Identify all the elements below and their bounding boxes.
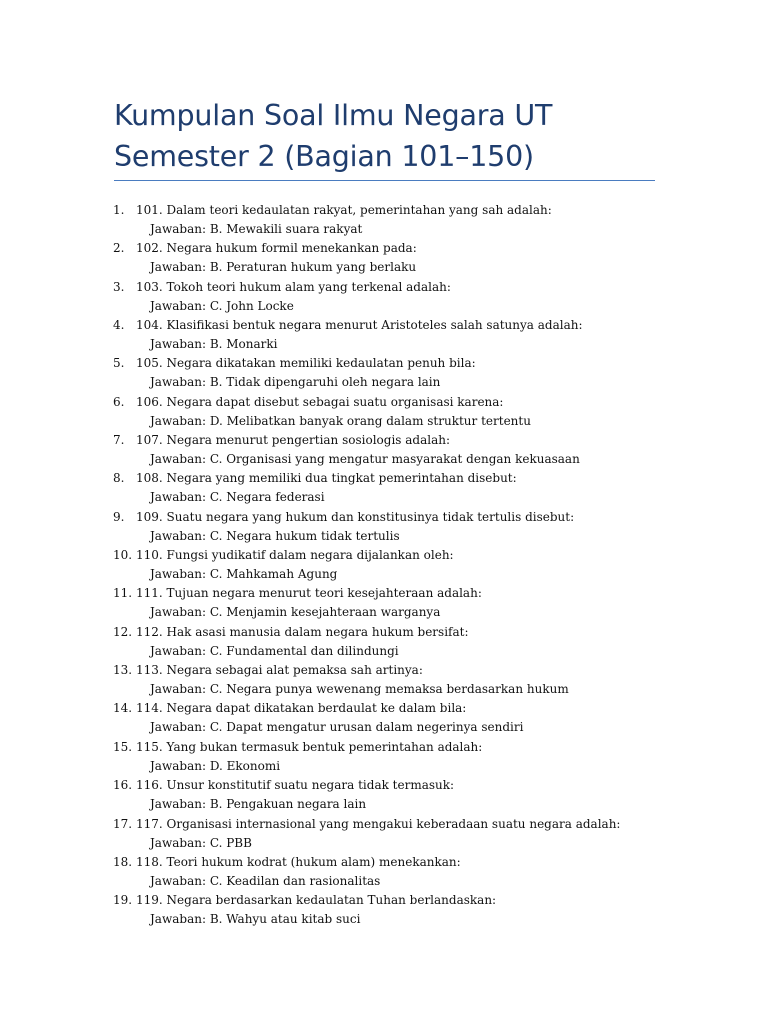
title-underline [114, 180, 655, 181]
list-item [0, 699, 768, 737]
list-item [0, 853, 768, 891]
question-text: 115. Yang bukan termasuk bentuk pemerintahan adalah: [136, 739, 483, 754]
question-text: 110. Fungsi yudikatif dalam negara dijalankan oleh: [136, 548, 454, 563]
item-number: 15. [113, 739, 133, 754]
list-item [0, 201, 768, 239]
question-text: 109. Suatu negara yang hukum dan konstitusinya tidak tertulis disebut: [136, 509, 575, 524]
question-text: 113. Negara sebagai alat pemaksa sah artinya: [136, 663, 423, 678]
list-item [0, 891, 768, 929]
question-text: 108. Negara yang memiliki dua tingkat pemerintahan disebut: [136, 471, 517, 486]
list-item [0, 623, 768, 661]
list-item [0, 661, 768, 699]
page-title: Kumpulan Soal Ilmu Negara UT Semester 2 (Bagian 101–150) [114, 99, 553, 173]
item-number: 7. [113, 433, 125, 448]
question-text: 112. Hak asasi manusia dalam negara hukum bersifat: [136, 624, 469, 639]
question-text: 117. Organisasi internasional yang mengakui keberadaan suatu negara adalah: [136, 816, 621, 831]
answer-text: Jawaban: C. Negara punya wewenang memaksa berdasarkan hukum [150, 682, 569, 697]
item-number: 5. [113, 356, 125, 371]
answer-text: Jawaban: C. Fundamental dan dilindungi [150, 643, 399, 658]
item-number: 4. [113, 318, 125, 333]
answer-text: Jawaban: C. Negara federasi [150, 490, 325, 505]
answer-text: Jawaban: D. Melibatkan banyak orang dalam struktur tertentu [150, 413, 531, 428]
list-item [0, 546, 768, 584]
item-number: 13. [113, 663, 133, 678]
item-number: 14. [113, 701, 133, 716]
question-text: 103. Tokoh teori hukum alam yang terkenal adalah: [136, 279, 451, 294]
question-text: 116. Unsur konstitutif suatu negara tidak termasuk: [136, 778, 455, 793]
answer-text: Jawaban: C. PBB [150, 835, 252, 850]
item-number: 11. [113, 586, 133, 601]
answer-text: Jawaban: B. Tidak dipengaruhi oleh negara lain [150, 375, 441, 390]
item-number: 16. [113, 778, 133, 793]
answer-text: Jawaban: B. Mewakili suara rakyat [150, 222, 363, 236]
answer-text: Jawaban: B. Pengakuan negara lain [150, 797, 367, 812]
answer-text: Jawaban: C. Menjamin kesejahteraan warganya [150, 605, 441, 620]
question-text: 114. Negara dapat dikatakan berdaulat ke dalam bila: [136, 701, 467, 716]
list-item [0, 738, 768, 776]
list-item [0, 776, 768, 814]
list-item [0, 393, 768, 431]
question-text: 106. Negara dapat disebut sebagai suatu organisasi karena: [136, 394, 504, 409]
item-number: 1. [113, 203, 125, 217]
item-number: 10. [113, 548, 133, 563]
answer-text: Jawaban: C. Negara hukum tidak tertulis [150, 528, 400, 543]
list-item [0, 469, 768, 507]
list-item [0, 278, 768, 316]
answer-text: Jawaban: C. Organisasi yang mengatur masyarakat dengan kekuasaan [150, 452, 580, 467]
question-text: 102. Negara hukum formil menekankan pada: [136, 241, 417, 256]
item-number: 17. [113, 816, 133, 831]
question-text: 118. Teori hukum kodrat (hukum alam) menekankan: [136, 854, 461, 869]
item-number: 6. [113, 394, 125, 409]
list-item [0, 431, 768, 469]
question-text: 107. Negara menurut pengertian sosiologis adalah: [136, 433, 451, 448]
list-item [0, 316, 768, 354]
answer-text: Jawaban: B. Wahyu atau kitab suci [150, 912, 361, 927]
list-item [0, 815, 768, 853]
item-number: 9. [113, 509, 125, 524]
answer-text: Jawaban: B. Monarki [150, 337, 278, 352]
list-item [0, 584, 768, 622]
question-text: 105. Negara dikatakan memiliki kedaulatan penuh bila: [136, 356, 476, 371]
item-number: 2. [113, 241, 125, 256]
answer-text: Jawaban: C. Keadilan dan rasionalitas [150, 873, 381, 888]
answer-text: Jawaban: C. Dapat mengatur urusan dalam negerinya sendiri [150, 720, 524, 735]
answer-text: Jawaban: C. Mahkamah Agung [150, 567, 338, 582]
answer-text: Jawaban: B. Peraturan hukum yang berlaku [150, 260, 417, 275]
list-item [0, 354, 768, 392]
question-text: 101. Dalam teori kedaulatan rakyat, pemerintahan yang sah adalah: [136, 203, 552, 217]
list-item [0, 508, 768, 546]
item-number: 19. [113, 893, 133, 908]
item-number: 8. [113, 471, 125, 486]
item-number: 3. [113, 279, 125, 294]
answer-text: Jawaban: C. John Locke [150, 298, 294, 313]
list-item [0, 239, 768, 277]
question-text: 119. Negara berdasarkan kedaulatan Tuhan berlandaskan: [136, 893, 497, 908]
question-text: 104. Klasifikasi bentuk negara menurut Aristoteles salah satunya adalah: [136, 318, 583, 333]
answer-text: Jawaban: D. Ekonomi [150, 758, 281, 773]
question-text: 111. Tujuan negara menurut teori kesejahteraan adalah: [136, 586, 482, 601]
item-number: 18. [113, 854, 133, 869]
question-list [0, 201, 768, 930]
item-number: 12. [113, 624, 133, 639]
